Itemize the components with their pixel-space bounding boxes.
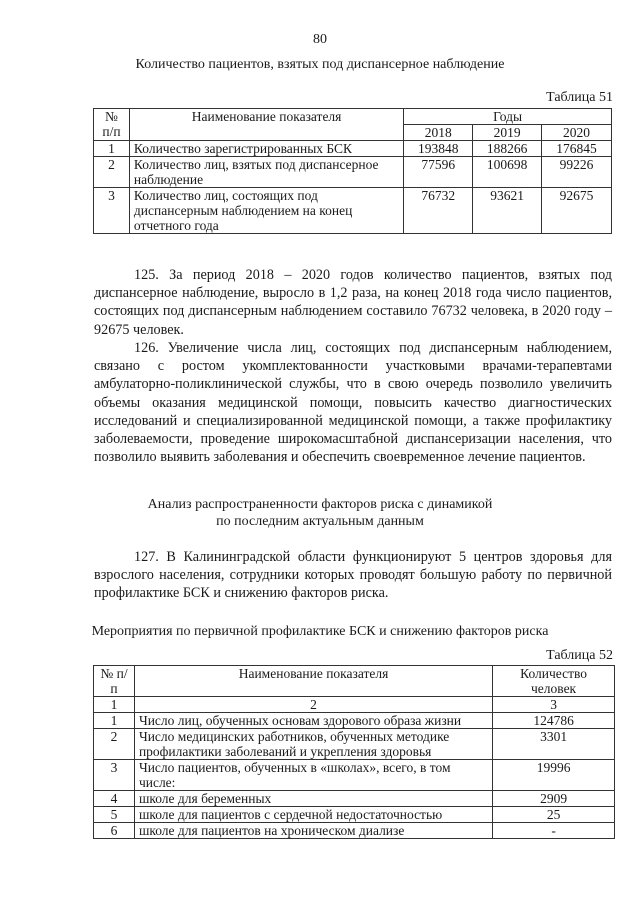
table-row [94,157,612,188]
table-row [94,823,615,839]
row-num: 1 [94,713,135,729]
row-count: 19996 [493,760,615,791]
table-51 [93,108,612,234]
row-count: 124786 [493,713,615,729]
row-value: 99226 [542,157,612,188]
row-name: школе для беременных [134,791,492,807]
row-num: 5 [94,807,135,823]
section-title-prevention: Мероприятия по первичной профилактике БСК и снижению факторов риска [91,624,549,639]
header-years: Годы [404,109,612,125]
section-title-line: Анализ распространенности факторов риска с динамикой [147,497,493,512]
header-year: 2019 [473,125,542,141]
row-num: 4 [94,791,135,807]
section-title-line: по последним актуальным данным [216,514,424,529]
table-row [94,729,615,760]
table-row [94,141,612,157]
table-row [94,188,612,234]
row-value: 176845 [542,141,612,157]
header-count: Количество человек [493,666,615,697]
page-number: 80 [313,32,327,47]
index-cell: 3 [493,697,615,713]
row-num: 2 [94,157,130,188]
index-cell: 1 [94,697,135,713]
header-num: № п/п [94,666,135,697]
row-value: 92675 [542,188,612,234]
header-num: № п/п [94,109,130,141]
row-num: 3 [94,188,130,234]
table-row [94,713,615,729]
table-row [94,791,615,807]
table-row [94,760,615,791]
row-num: 1 [94,141,130,157]
row-count: 25 [493,807,615,823]
row-name: Количество лиц, взятых под диспансерное наблюдение [129,157,403,188]
table-51-label: Таблица 51 [546,90,613,105]
row-value: 77596 [404,157,473,188]
header-year: 2020 [542,125,612,141]
header-year: 2018 [404,125,473,141]
row-name: Число медицинских работников, обученных методике профилактики заболеваний и укрепления здоровья [134,729,492,760]
row-name: Количество лиц, состоящих под диспансерным наблюдением на конец отчетного года [129,188,403,234]
row-value: 193848 [404,141,473,157]
row-name: школе для пациентов с сердечной недостаточностью [134,807,492,823]
header-name: Наименование показателя [129,109,403,141]
section-title-dispensary: Количество пациентов, взятых под диспансерное наблюдение [135,57,505,72]
row-count: 3301 [493,729,615,760]
row-value: 93621 [473,188,542,234]
row-name: Число лиц, обученных основам здорового образа жизни [134,713,492,729]
row-num: 6 [94,823,135,839]
row-name: школе для пациентов на хроническом диализе [134,823,492,839]
table-row [94,807,615,823]
row-name: Число пациентов, обученных в «школах», всего, в том числе: [134,760,492,791]
section-title-risk-factors [0,496,640,530]
row-count: 2909 [493,791,615,807]
index-cell: 2 [134,697,492,713]
row-value: 76732 [404,188,473,234]
row-num: 2 [94,729,135,760]
table-52-label: Таблица 52 [546,648,613,663]
row-value: 188266 [473,141,542,157]
paragraph-127: 127. В Калининградской области функционируют 5 центров здоровья для взрослого населения, сотрудники которых проводят большую работу по первичной профилактике БСК и снижению факторов риска. [94,549,612,602]
table-52 [93,665,615,839]
row-name: Количество зарегистрированных БСК [129,141,403,157]
paragraph-125: 125. За период 2018 – 2020 годов количество пациентов, взятых под диспансерное наблюдение, выросло в 1,2 раза, на конец 2018 года число пациентов, состоящих под диспансерным наблюдением составило 76732 человека, в 2020 году – 92675 человек. [94,267,612,338]
header-name: Наименование показателя [134,666,492,697]
row-num: 3 [94,760,135,791]
row-value: 100698 [473,157,542,188]
paragraph-126: 126. Увеличение числа лиц, состоящих под диспансерным наблюдением, связано с ростом укомплектованности участковыми врачами-терапевтами амбулаторно-поликлинической службы, что в свою очередь позволило увеличить объемы оказания медицинской помощи, повысить качество диагностических исследований и специализированной медицинской помощи, а также профилактику заболеваемости, проведение широкомасштабной диспансеризации населения, что позволило выявить заболевания и обеспечить своевременное лечение пациентов. [94,340,612,466]
row-count: - [493,823,615,839]
